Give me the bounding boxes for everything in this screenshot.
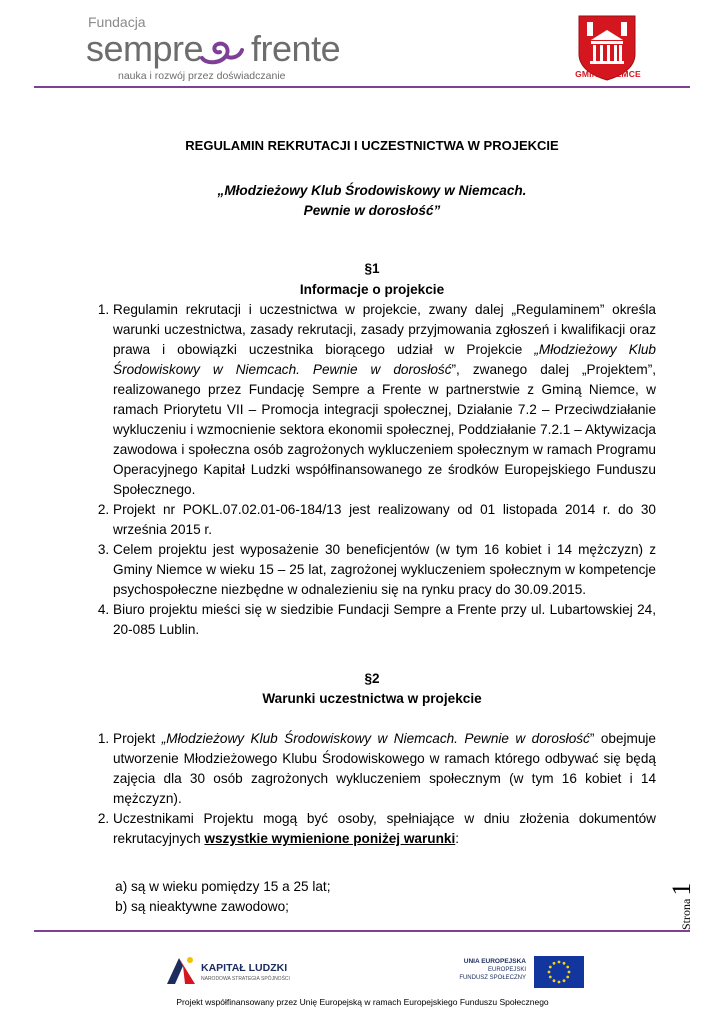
kapital-ludzki-logo <box>165 952 290 988</box>
condition-b: b. są nieaktywne zawodowo; <box>131 897 646 917</box>
section-1-item-2: 2. Projekt nr POKL.07.02.01-06-184/13 jest realizowany od 01 listopada 2014 r. do 30 września 2015 r. <box>113 500 656 540</box>
section-2-sublist <box>106 877 646 917</box>
page-header <box>0 0 725 88</box>
eu-text: UNIA EUROPEJSKA EUROPEJSKI FUNDUSZ SPOŁECZNY <box>459 958 526 981</box>
section-1-heading: Informacje o projekcie <box>299 282 445 297</box>
section-1-number: §1 <box>364 261 380 276</box>
section-2-number: §2 <box>364 671 380 686</box>
logo-fundacja-text: Fundacja <box>88 14 146 30</box>
document-subtitle <box>88 181 656 221</box>
logo-tagline: nauka i rozwój przez doświadczanie <box>118 70 286 82</box>
logo-word-sempre: sempre <box>86 28 204 69</box>
subtitle-line-1: „Młodzieżowy Klub Środowiskowy w Niemcach. <box>217 183 527 198</box>
kapital-ludzki-icon <box>165 954 197 986</box>
section-2-item-2: 2. Uczestnikami Projektu mogą być osoby, spełniające w dniu złożenia dokumentów rekrutacyjnych wszystkie wymienione poniżej warunki: <box>113 809 656 849</box>
logo-word-frente: frente <box>251 28 341 69</box>
section-1-item-4: 4. Biuro projektu mieści się w siedzibie Fundacji Sempre a Frente przy ul. Lubartowskiej 24, 20-085 Lublin. <box>113 600 656 640</box>
sempre-a-frente-logo <box>86 14 341 84</box>
subtitle-line-2: Pewnie w dorosłość” <box>303 203 441 218</box>
eu-logo <box>459 952 592 992</box>
kl-title: KAPITAŁ LUDZKI <box>201 962 288 974</box>
page-number <box>667 870 696 930</box>
page-number-label: Strona <box>679 898 693 930</box>
section-1-item-3: 3. Celem projektu jest wyposażenie 30 beneficjentów (w tym 16 kobiet i 14 mężczyzn) z Gminy Niemce w wieku 15 – 25 lat, zagrożonej wykluczeniem społecznym w kompetencje psychospołeczne niezbędne w odnalezieniu się na rynku pracy do 30.09.2015. <box>113 540 656 600</box>
section-1-list <box>88 300 656 640</box>
underlined-condition: wszystkie wymienione poniżej warunki <box>204 831 456 846</box>
section-2-list <box>88 729 656 849</box>
section-1-item-1: 1. Regulamin rekrutacji i uczestnictwa w projekcie, zwany dalej „Regulaminem” określa warunki uczestnictwa, zasady rekrutacji, zasady przyjmowania zgłoszeń i kwalifikacji oraz prawa i obowiązki uczestnika biorącego udział w Projekcie „Młodzieżowy Klub Środowiskowy w Niemcach. Pewnie w dorosłość”, zwanego dalej „Projektem”, realizowanego przez Fundację Sempre a Frente w partnerstwie z Gminą Niemce, w ramach Priorytetu VII – Promocja integracji społecznej, Działanie 7.2 – Przeciwdziałanie wykluczeniu i wzmocnienie sektora ekonomii społecznej, Poddziałanie 7.2.1 – Aktywizacja zawodowa i społeczna osób zagrożonych wykluczeniem społecznym w ramach Programu Operacyjnego Kapitał Ludzki współfinansowanego ze środków Europejskiego Funduszu Społecznego. <box>113 300 656 500</box>
section-2-heading: Warunki uczestnictwa w projekcie <box>262 691 482 706</box>
header-divider <box>34 86 690 88</box>
document-title: REGULAMIN REKRUTACJI I UCZESTNICTWA W PROJEKCIE <box>185 138 559 153</box>
footer-note: Projekt współfinansowany przez Unię Europejską w ramach Europejskiego Funduszu Społecznego <box>176 997 549 1007</box>
crest-label: GMINA NIEMCE <box>575 69 641 79</box>
eu-flag-icon <box>534 956 584 988</box>
section-2-item-1: 1. Projekt „Młodzieżowy Klub Środowiskowy w Niemcach. Pewnie w dorosłość” obejmuje utworzenie Młodzieżowego Klubu Środowiskowego w ramach którego odbywać się będą zajęcia dla 30 osób zagrożonych wykluczeniem społecznym (w tym 16 kobiet i 14 mężczyzn). <box>113 729 656 809</box>
condition-a: a. są w wieku pomiędzy 15 a 25 lat; <box>131 877 646 897</box>
page-number-value: 1 <box>667 882 696 896</box>
footer-divider <box>34 930 690 932</box>
logo-swirl-icon <box>196 36 246 66</box>
kl-subtitle: NARODOWA STRATEGIA SPÓJNOŚCI <box>201 976 290 982</box>
